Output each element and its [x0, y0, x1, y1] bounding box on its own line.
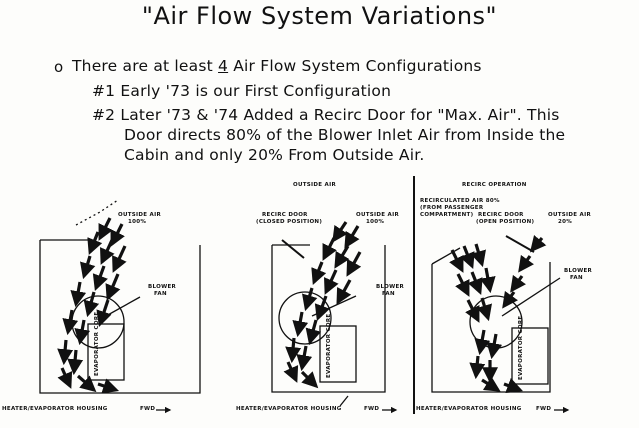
d3-recirculated-compartment: COMPARTMENT): [420, 212, 474, 218]
d1-outside-air-label: OUTSIDE AIR: [118, 212, 161, 218]
d2-outside-air-label: OUTSIDE AIR: [356, 212, 399, 218]
d3-fwd-label: FWD: [536, 406, 552, 412]
d2-fwd-label: FWD: [364, 406, 380, 412]
d3-core-line-2: CORE: [518, 315, 524, 334]
recirc-door-open: [506, 236, 534, 252]
d2-recirc-door-position: (CLOSED POSITION): [256, 219, 323, 225]
bullet-count: 4: [218, 57, 229, 75]
d3-recirculated-source: (FROM PASSENGER: [420, 205, 484, 211]
d2-outside-air-percent: 100%: [366, 219, 385, 225]
item-1: #1 Early '73 is our First Configuration: [92, 82, 392, 100]
d3-core-line-1: EVAPORATOR: [518, 335, 524, 380]
d3-outside-air-label: OUTSIDE AIR: [548, 212, 591, 218]
d1-housing-label: HEATER/EVAPORATOR HOUSING: [2, 406, 108, 412]
bullet-text-before: There are at least: [72, 57, 219, 75]
d2-core-line-1: EVAPORATOR: [326, 333, 332, 378]
d2-housing-label: HEATER/EVAPORATOR HOUSING: [236, 406, 342, 412]
page-title: "Air Flow System Variations": [141, 2, 498, 30]
d2-blower-label: BLOWER: [376, 284, 405, 290]
item-2-line-2: Door directs 80% of the Blower Inlet Air from Inside the: [124, 126, 566, 144]
diagram-2: [272, 240, 396, 410]
bullet-text-after: Air Flow System Configurations: [228, 57, 482, 75]
diagram-3: [432, 236, 568, 410]
d2-recirc-door-label: RECIRC DOOR: [262, 212, 308, 218]
bullet-marker: o: [54, 58, 64, 76]
d1-core-line-2: CORE: [94, 311, 100, 330]
d3-fan-label: FAN: [570, 275, 583, 281]
d2-header: OUTSIDE AIR: [293, 182, 336, 188]
d3-outside-air-percent: 20%: [558, 219, 573, 225]
d2-fan-label: FAN: [382, 291, 395, 297]
d2-core-label: [326, 313, 350, 378]
d3-housing-label: HEATER/EVAPORATOR HOUSING: [416, 406, 522, 412]
d1-core-label: [94, 311, 118, 376]
inlet-dash-1: [76, 200, 118, 225]
housing-leader-2: [340, 396, 348, 406]
d1-outside-air-percent: 100%: [128, 219, 147, 225]
d1-fan-label: FAN: [154, 291, 167, 297]
d3-core-label: [518, 315, 542, 380]
d3-recirculated-air-label: RECIRCULATED AIR 80%: [420, 198, 500, 204]
d3-blower-label: BLOWER: [564, 268, 593, 274]
d1-fwd-label: FWD: [140, 406, 156, 412]
item-2-line-3: Cabin and only 20% From Outside Air.: [124, 146, 425, 164]
d3-recirc-door-label: RECIRC DOOR: [478, 212, 524, 218]
d3-header: RECIRC OPERATION: [462, 182, 527, 188]
d2-core-line-2: CORE: [326, 313, 332, 332]
d3-recirc-door-position: (OPEN POSITION): [476, 219, 535, 225]
recirc-door-closed: [282, 240, 304, 258]
d1-blower-label: BLOWER: [148, 284, 177, 290]
item-2-line-1: #2 Later '73 & '74 Added a Recirc Door for "Max. Air". This: [92, 106, 560, 124]
d1-core-line-1: EVAPORATOR: [94, 331, 100, 376]
